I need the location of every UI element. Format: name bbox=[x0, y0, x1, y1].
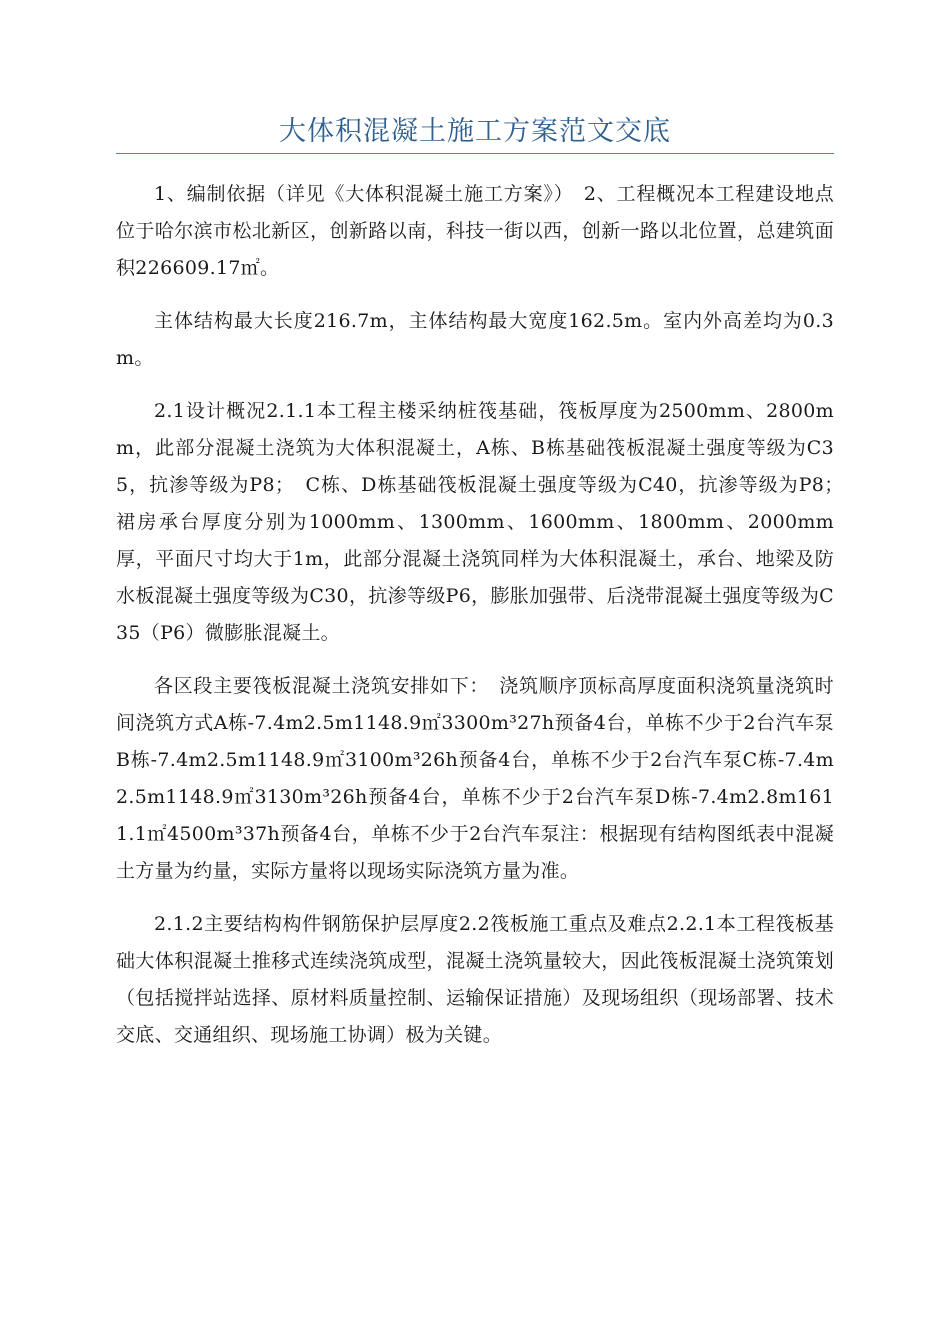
paragraph-key-difficulties: 2.1.2主要结构构件钢筋保护层厚度2.2筏板施工重点及难点2.2.1本工程筏板基础大体积混凝土推移式连续浇筑成型，混凝土浇筑量较大，因此筏板混凝土浇筑策划（包括搅拌站选择、原材料质量控制、运输保证措施）及现场组织（现场部署、技术交底、交通组织、现场施工协调）极为关键。 bbox=[116, 913, 834, 1046]
paragraph-structure-dimensions: 主体结构最大长度216.7m，主体结构最大宽度162.5m。室内外高差均为0.3m。 bbox=[116, 310, 834, 369]
paragraph-basis-overview: 1、编制依据（详见《大体积混凝土施工方案》） 2、工程概况本工程建设地点位于哈尔滨市松北新区，创新路以南，科技一街以西，创新一路以北位置，总建筑面积226609.17㎡。 bbox=[116, 183, 834, 279]
document-body bbox=[116, 176, 854, 1070]
paragraph-design-overview: 2.1设计概况2.1.1本工程主楼采纳桩筏基础，筏板厚度为2500mm、2800mm，此部分混凝土浇筑为大体积混凝土，A栋、B栋基础筏板混凝土强度等级为C35，抗渗等级为P8； C栋、D栋基础筏板混凝土强度等级为C40，抗渗等级为P8； 裙房承台厚度分别为1000mm、1300mm、1600mm、1800mm、2000mm厚，平面尺寸均大于1m，此部分混凝土浇筑同样为大体积混凝土，承台、地梁及防水板混凝土强度等级为C30，抗渗等级P6，膨胀加强带、后浇带混凝土强度等级为C35（P6）微膨胀混凝土。 bbox=[116, 400, 854, 644]
paragraph-pour-schedule: 各区段主要筏板混凝土浇筑安排如下： 浇筑顺序顶标高厚度面积浇筑量浇筑时间浇筑方式A栋-7.4m2.5m1148.9㎡3300m³27h预备4台，单栋不少于2台汽车泵B栋-7.4m2.5m1148.9㎡3100m³26h预备4台，单栋不少于2台汽车泵C栋-7.4m2.5m1148.9㎡3130m³26h预备4台，单栋不少于2台汽车泵D栋-7.4m2.8m1611.1㎡4500m³37h预备4台，单栋不少于2台汽车泵注：根据现有结构图纸表中混凝土方量为约量，实际方量将以现场实际浇筑方量为准。 bbox=[116, 675, 834, 882]
title-underline bbox=[116, 153, 834, 154]
document-title: 大体积混凝土施工方案范文交底 bbox=[279, 116, 671, 147]
